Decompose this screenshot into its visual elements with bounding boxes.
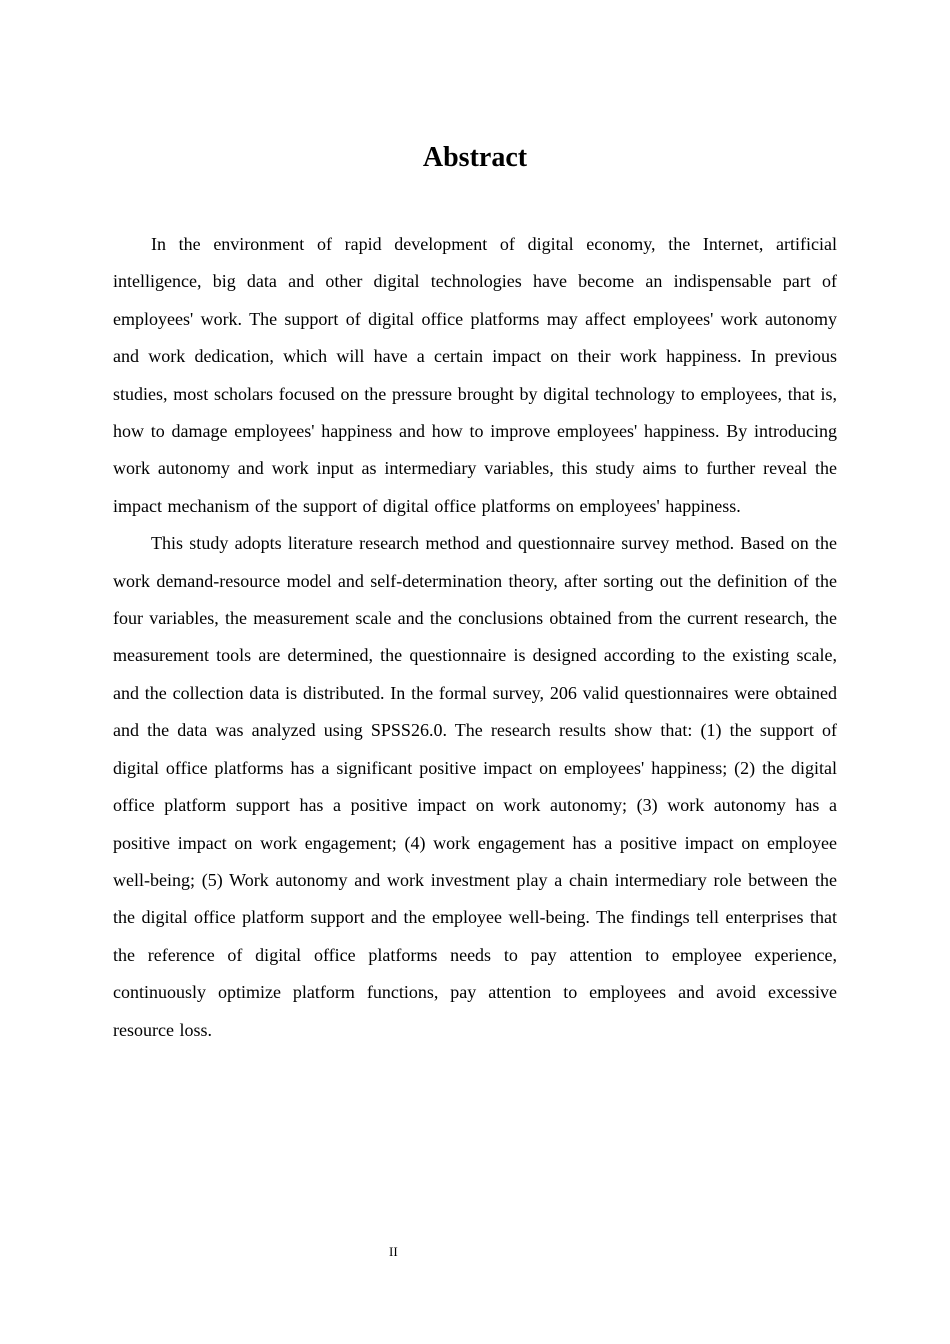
abstract-paragraph-1: In the environment of rapid development of digital economy, the Internet, artificial intelligence, big data and other digital technologies have become an indispensable part of employees' work. The support of digital office platforms may affect employees' work autonomy and work dedication, which will have a certain impact on their work happiness. In previous studies, most scholars focused on the pressure brought by digital technology to employees, that is, how to damage employees' happiness and how to improve employees' happiness. By introducing work autonomy and work input as intermediary variables, this study aims to further reveal the impact mechanism of the support of digital office platforms on employees' happiness. <box>113 234 837 516</box>
abstract-body <box>113 226 837 1049</box>
page-title: Abstract <box>422 142 528 173</box>
abstract-paragraph-2: This study adopts literature research method and questionnaire survey method. Based on the work demand-resource model and self-determination theory, after sorting out the definition of the four variables, the measurement scale and the conclusions obtained from the current research, the measurement tools are determined, the questionnaire is designed according to the existing scale, and the collection data is distributed. In the formal survey, 206 valid questionnaires were obtained and the data was analyzed using SPSS26.0. The research results show that: (1) the support of digital office platforms has a significant positive impact on employees' happiness; (2) the digital office platform support has a positive impact on work autonomy; (3) work autonomy has a positive impact on work engagement; (4) work engagement has a positive impact on employee well-being; (5) Work autonomy and work investment play a chain intermediary role between the the digital office platform support and the employee well-being. The findings tell enterprises that the reference of digital office platforms needs to pay attention to employee experience, continuously optimize platform functions, pay attention to employees and avoid excessive resource loss. <box>113 533 837 1040</box>
page-number: II <box>389 1244 398 1259</box>
